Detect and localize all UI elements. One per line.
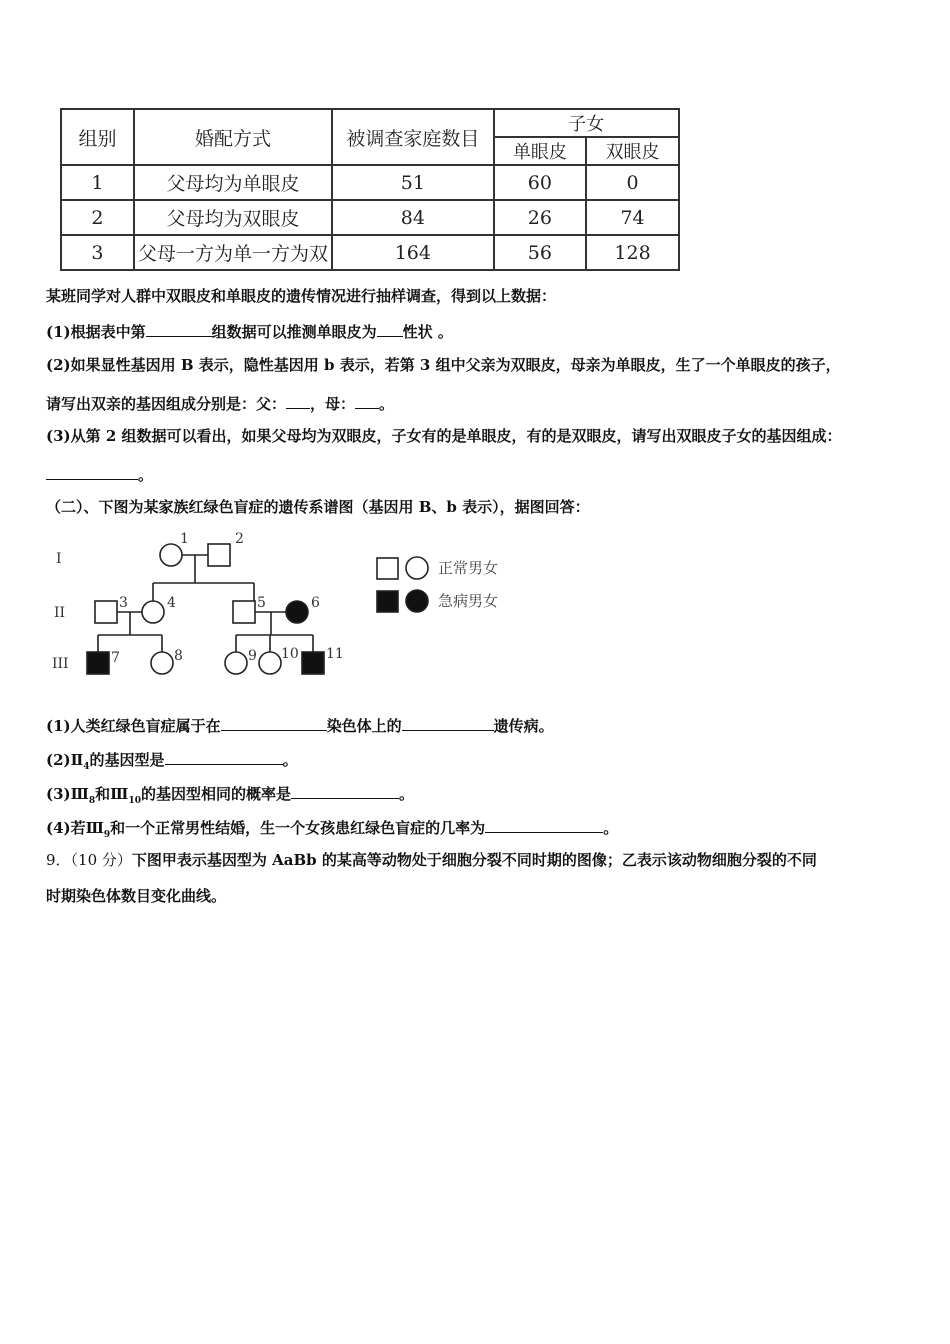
individual-number: 4 — [167, 595, 176, 611]
q1-text-c: 性状 。 — [402, 323, 453, 341]
header-group: 组别 — [61, 109, 134, 165]
survey-table — [60, 108, 680, 271]
legend-affected-male-icon — [377, 591, 398, 612]
individual-number: 5 — [257, 595, 266, 611]
question-9-line2: 时期染色体数目变化曲线。 — [46, 887, 227, 905]
cell-group: 2 — [61, 200, 134, 235]
cell-group: 3 — [61, 235, 134, 270]
header-families: 被调查家庭数目 — [332, 109, 493, 165]
pedigree-diagram — [40, 525, 530, 685]
individual-III-10 — [259, 652, 281, 674]
part2-question-3 — [46, 782, 414, 811]
p2q4-text-c: 。 — [603, 819, 619, 837]
answer-blank[interactable] — [221, 714, 327, 731]
subscript: 10 — [128, 796, 141, 806]
answer-blank[interactable] — [485, 816, 603, 833]
answer-blank[interactable] — [402, 714, 494, 731]
individual-number: 8 — [174, 648, 183, 664]
answer-blank[interactable] — [377, 320, 403, 337]
part1-question-1 — [46, 320, 453, 342]
cell-mating: 父母均为双眼皮 — [134, 200, 332, 235]
cell-double: 74 — [586, 200, 679, 235]
part1-question-2-line1: (2)如果显性基因用 B 表示，隐性基因用 b 表示，若第 3 组中父亲为双眼皮，母亲为单眼皮，生了一个单眼皮的孩子， — [46, 356, 841, 374]
individual-number: 10 — [281, 646, 299, 662]
p2q2-text-a: (2)Ⅱ — [46, 751, 84, 769]
legend-affected-female-icon — [406, 590, 428, 612]
individual-I-1 — [160, 544, 182, 566]
generation-label: III — [52, 656, 69, 672]
q9-genotype: AaBb — [272, 851, 317, 869]
cell-families: 51 — [332, 165, 493, 200]
individual-III-7 — [87, 652, 109, 674]
individual-II-4 — [142, 601, 164, 623]
p2q4-text-b: 和一个正常男性结婚，生一个女孩患红绿色盲症的几率为 — [110, 819, 486, 837]
q3-end: 。 — [138, 466, 154, 484]
subscript: 4 — [83, 762, 90, 772]
individual-number: 6 — [311, 595, 320, 611]
answer-blank[interactable] — [286, 392, 310, 409]
answer-blank[interactable] — [146, 320, 212, 337]
legend-normal-male-icon — [377, 558, 398, 579]
p2q3-text-a: (3)Ⅲ — [46, 785, 89, 803]
cell-families: 164 — [332, 235, 493, 270]
header-single: 单眼皮 — [494, 137, 587, 165]
individual-number: 2 — [235, 531, 244, 547]
table-row — [61, 165, 679, 200]
individual-number: 1 — [180, 531, 189, 547]
individual-number: 3 — [119, 595, 128, 611]
part2-question-1 — [46, 714, 554, 736]
part2-question-2 — [46, 748, 298, 777]
p2q1-text-c: 遗传病。 — [493, 717, 554, 735]
subscript: 8 — [88, 796, 96, 806]
legend-normal-label: 正常男女 — [438, 559, 499, 577]
individual-III-9 — [225, 652, 247, 674]
table-header-row — [61, 109, 679, 137]
header-children: 子女 — [494, 109, 679, 137]
table-row — [61, 200, 679, 235]
individual-I-2 — [208, 544, 230, 566]
p2q2-text-c: 。 — [282, 751, 298, 769]
answer-blank[interactable] — [46, 463, 138, 480]
q2-text-b: ，母： — [310, 395, 356, 413]
q1-text-a: (1)根据表中第 — [46, 323, 146, 341]
part1-question-2-line2 — [46, 392, 394, 414]
individual-II-6 — [286, 601, 308, 623]
q9-number: 9．（10 分） — [46, 851, 132, 869]
answer-blank[interactable] — [165, 748, 283, 765]
cell-single: 60 — [494, 165, 587, 200]
cell-families: 84 — [332, 200, 493, 235]
generation-label: II — [54, 605, 66, 621]
header-double: 双眼皮 — [586, 137, 679, 165]
q2-text-a: 请写出双亲的基因组成分别是：父： — [46, 395, 287, 413]
individual-number: 7 — [111, 650, 120, 666]
individual-III-11 — [302, 652, 324, 674]
answer-blank[interactable] — [355, 392, 379, 409]
cell-double: 0 — [586, 165, 679, 200]
p2q3-text-c: 的基因型相同的概率是 — [140, 785, 291, 803]
individual-number: 9 — [248, 648, 257, 664]
header-mating: 婚配方式 — [134, 109, 332, 165]
table-row — [61, 235, 679, 270]
subscript: 9 — [103, 830, 111, 840]
generation-label: I — [56, 551, 62, 567]
q2-text-c: 。 — [379, 395, 395, 413]
q1-text-b: 组数据可以推测单眼皮为 — [211, 323, 377, 341]
q9-text-a: 下图甲表示基因型为 — [131, 851, 273, 869]
p2q1-text-a: (1)人类红绿色盲症属于在 — [46, 717, 221, 735]
question-9-line1 — [46, 850, 817, 870]
cell-single: 56 — [494, 235, 587, 270]
legend-affected-label: 急病男女 — [438, 592, 499, 610]
individual-II-3 — [95, 601, 117, 623]
q9-text-c: 的某高等动物处于细胞分裂不同时期的图像；乙表示该动物细胞分裂的不同 — [316, 851, 817, 869]
part2-question-4 — [46, 816, 618, 845]
individual-number: 11 — [326, 646, 344, 662]
p2q4-text-a: (4)若Ⅲ — [46, 819, 104, 837]
individual-II-5 — [233, 601, 255, 623]
cell-single: 26 — [494, 200, 587, 235]
p2q3-text-d: 。 — [399, 785, 415, 803]
legend-normal-female-icon — [406, 557, 428, 579]
p2q3-text-b: 和Ⅲ — [95, 785, 129, 803]
part1-intro: 某班同学对人群中双眼皮和单眼皮的遗传情况进行抽样调查，得到以上数据： — [46, 287, 557, 305]
individual-III-8 — [151, 652, 173, 674]
cell-mating: 父母均为单眼皮 — [134, 165, 332, 200]
cell-double: 128 — [586, 235, 679, 270]
part2-intro: （二）、下图为某家族红绿色盲症的遗传系谱图（基因用 B、b 表示），据图回答： — [46, 498, 590, 516]
answer-blank[interactable] — [291, 782, 399, 799]
cell-mating: 父母一方为单一方为双 — [134, 235, 332, 270]
cell-group: 1 — [61, 165, 134, 200]
p2q1-text-b: 染色体上的 — [326, 717, 402, 735]
p2q2-text-b: 的基因型是 — [89, 751, 165, 769]
part1-question-3-line2 — [46, 463, 153, 485]
part1-question-3-line1: (3)从第 2 组数据可以看出，如果父母均为双眼皮，子女有的是单眼皮，有的是双眼皮，请写出双眼皮子女的基因组成： — [46, 427, 842, 445]
